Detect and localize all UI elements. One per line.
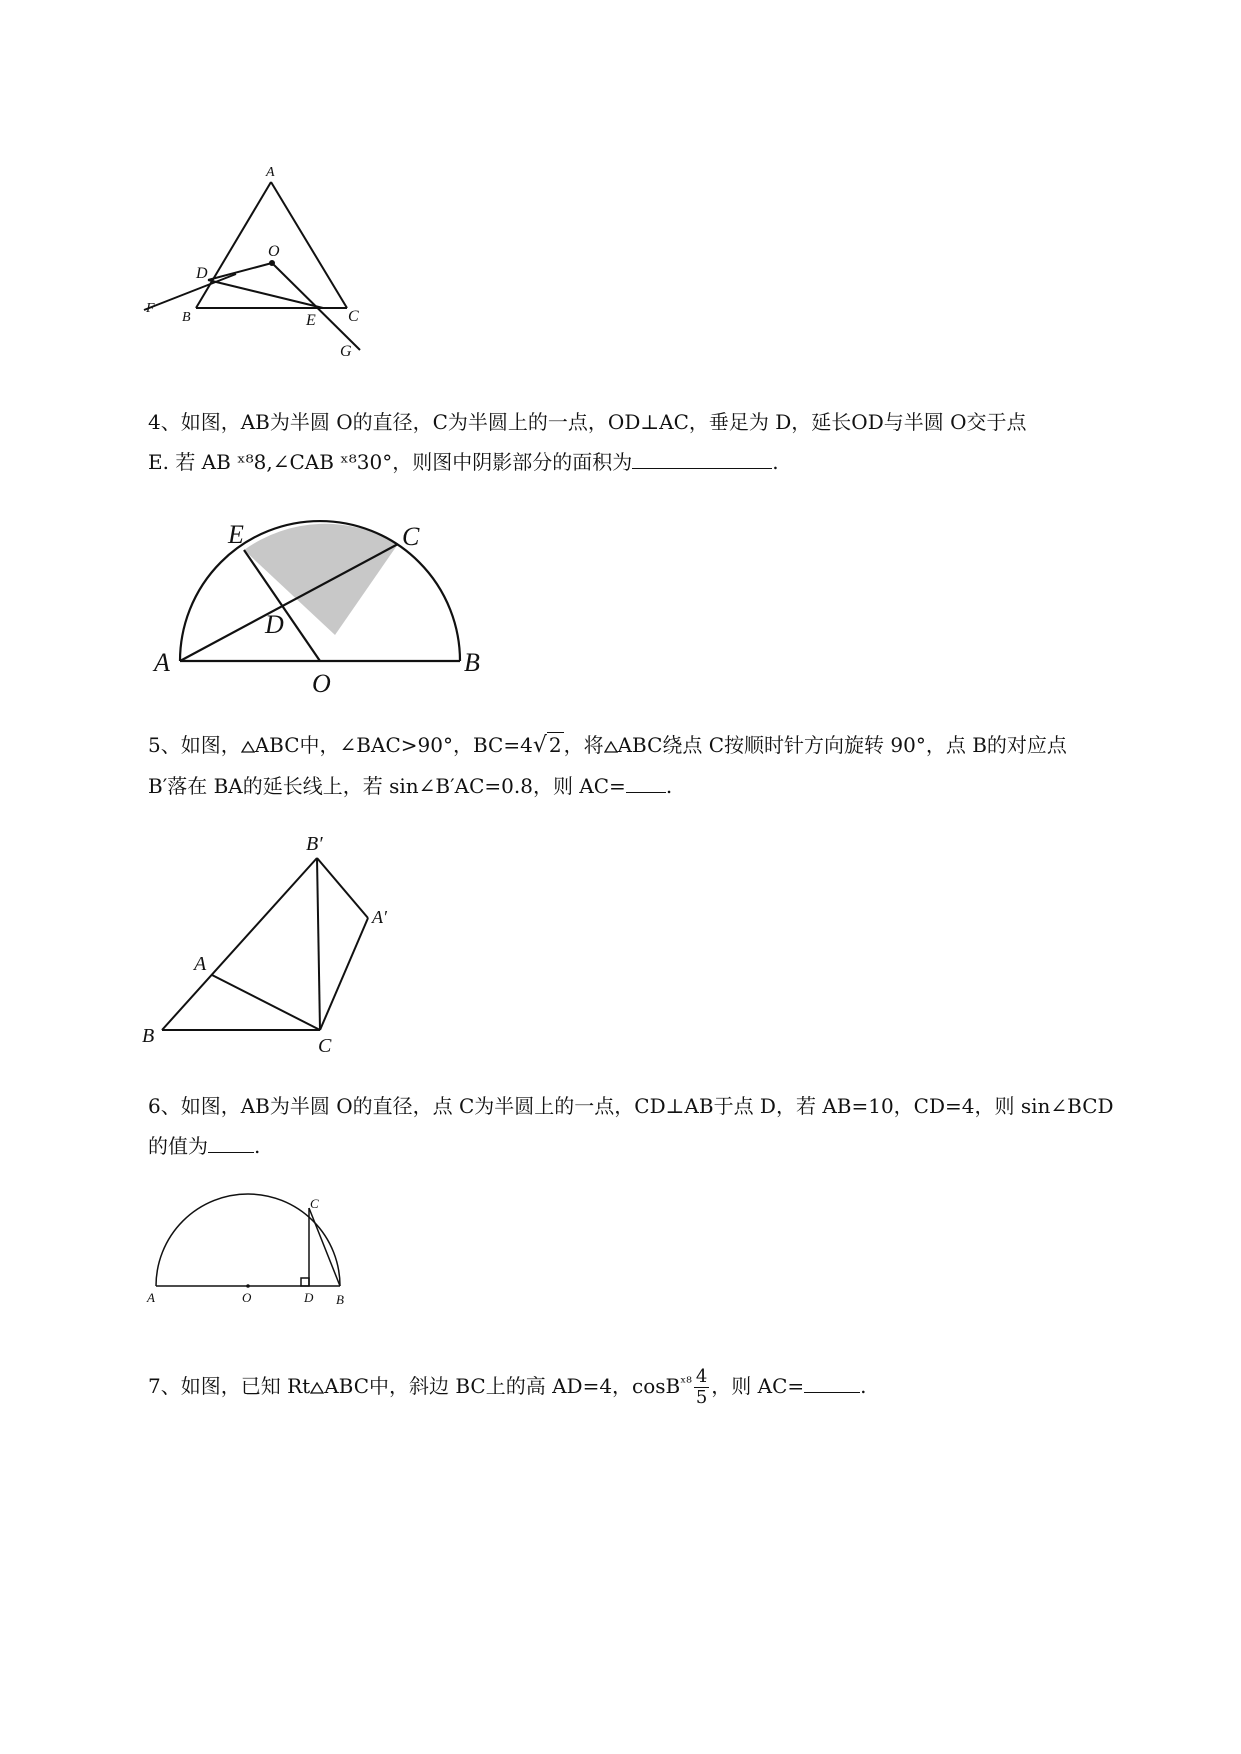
label-O: O [268, 243, 280, 260]
label-D: D [196, 265, 208, 282]
triangle-icon [310, 1382, 324, 1394]
label-A: A [266, 165, 275, 180]
answer-blank-q7[interactable] [804, 1370, 860, 1393]
figure-triangle-q3 [140, 160, 380, 360]
label-C: C [348, 308, 359, 325]
question-5-line-1: 5、如图， ABC中，∠BAC>90°，BC=4√ 2 ，将 ABC绕点 C按顺时针方向旋转 90°，点 B的对应点 [148, 733, 1067, 758]
label-B: B [336, 1292, 344, 1307]
answer-blank-q4[interactable] [632, 446, 772, 469]
question-4 [148, 402, 1148, 482]
label-A: A [154, 648, 170, 677]
label-O: O [312, 669, 331, 695]
label-A-prime: A′ [372, 907, 387, 927]
triangle-icon [241, 741, 255, 753]
question-6-line-2: 的值为 . [148, 1126, 1148, 1166]
equals-mark: ˣ⁸ [680, 1375, 692, 1391]
label-G: G [340, 343, 352, 360]
label-E: E [306, 312, 316, 329]
label-C: C [318, 1035, 332, 1057]
label-C: C [402, 522, 420, 551]
label-B-prime: B′ [306, 833, 323, 855]
question-6 [148, 1086, 1148, 1166]
question-5-line-2: B′落在 BA的延长线上，若 sin∠B′AC=0.8，则 AC= . [148, 766, 1148, 806]
answer-blank-q5[interactable] [626, 770, 666, 793]
label-O: O [242, 1290, 252, 1305]
question-4-line-2: E. 若 AB ˣ⁸8,∠CAB ˣ⁸30°，则图中阴影部分的面积为 . [148, 442, 1148, 482]
triangle-icon [604, 741, 618, 753]
sqrt-radicand: 2 [548, 733, 562, 757]
label-B: B [182, 310, 191, 325]
label-F: F [146, 301, 155, 316]
fraction-4-5: $\frac{4}{5}$ [695, 1366, 708, 1408]
label-E: E [228, 520, 244, 549]
question-4-line-1: 4、如图，AB为半圆 O的直径，C为半圆上的一点，OD⊥AC，垂足为 D，延长OD与半圆 O交于点 [148, 410, 1027, 434]
question-6-line-1: 6、如图，AB为半圆 O的直径，点 C为半圆上的一点，CD⊥AB于点 D，若 AB=10，CD=4，则 sin∠BCD [148, 1094, 1114, 1118]
label-A: A [147, 1290, 155, 1305]
figure-semicircle-q6 [140, 1190, 360, 1310]
answer-blank-q6[interactable] [208, 1130, 254, 1153]
sqrt-symbol: √ [532, 733, 547, 758]
label-D: D [304, 1290, 314, 1305]
question-7: 7、如图，已知 Rt ABC中，斜边 BC上的高 AD=4，cosB$^{ˣ^8}$ $\frac{4}{5}$ ，则 AC= . [148, 1366, 867, 1408]
label-C: C [310, 1196, 319, 1211]
label-B: B [142, 1025, 155, 1047]
question-5 [148, 725, 1148, 806]
figure-semicircle-q4 [150, 515, 500, 695]
label-B: B [464, 648, 480, 677]
label-D: D [265, 610, 284, 639]
label-A: A [194, 953, 207, 975]
figure-rotation-q5 [140, 830, 400, 1060]
